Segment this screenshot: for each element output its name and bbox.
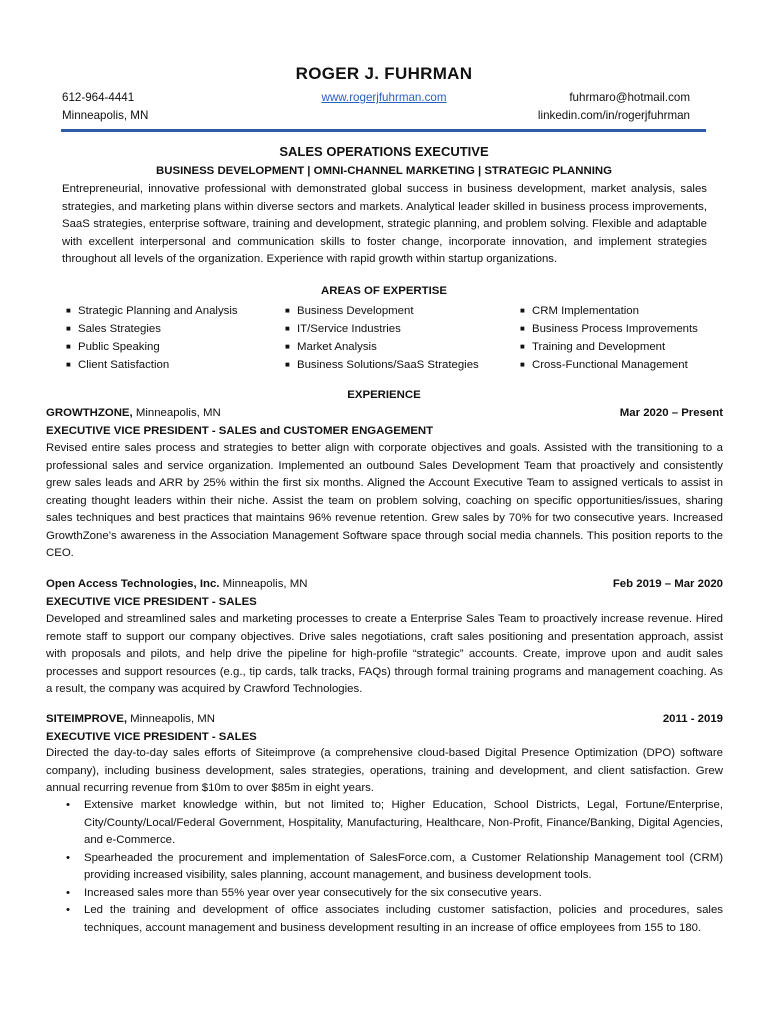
square-bullet-icon: ■ <box>520 342 525 351</box>
square-bullet-icon: ■ <box>285 360 290 369</box>
job-location: Minneapolis, MN <box>127 713 216 725</box>
website-link[interactable]: www.rogerjfuhrman.com <box>321 91 447 104</box>
square-bullet-icon: ■ <box>66 342 71 351</box>
linkedin: linkedin.com/in/rogerjfuhrman <box>537 109 690 122</box>
expertise-item: ■ IT/Service Industries <box>285 320 479 338</box>
expertise-item: ■ Market Analysis <box>285 338 479 356</box>
job-description: Revised entire sales process and strategies to better align with corporate objectives and goals. Assisted with the transitioning to a professional sales and service organization. Implemented an outbound Sales Development Team that proactively and consistently grew sales leads and ARR by 25% within the first six months. Aligned the Account Executive Team to assigned verticals to assist in creating thought leaders within their niche. Assist the team on problem solving, coaching on specific opportunities/issues, sharing sales techniques and best practices that maintains 96% revenue retention. Grew sales by 70% for two consecutive years. Increased GrowthZone’s awareness in the Association Management Software space through social media channels. This position reports to the CEO. <box>46 442 723 559</box>
email: fuhrmaro@hotmail.com <box>569 91 690 104</box>
square-bullet-icon: ■ <box>285 342 290 351</box>
job-header <box>46 710 723 728</box>
list-item: • Led the training and development of office associates including customer satisfaction, policies and procedures, sales techniques, account management and business development resulting in an increase of office employees from 155 to 180. <box>66 902 723 937</box>
expertise-item: ■ CRM Implementation <box>520 302 698 320</box>
job-description: Directed the day-to-day sales efforts of Siteimprove (a comprehensive cloud-based Digital Presence Optimization (DPO) software company), including business development, sales strategies, operations, training and development, and client satisfaction. Grew annual recurring revenue from $10m to over $85m in eight years. <box>46 747 723 794</box>
job-dates: Mar 2020 – Present <box>619 407 723 419</box>
company-name: Open Access Technologies, Inc. <box>46 578 220 590</box>
square-bullet-icon: ■ <box>285 324 290 333</box>
profile-subtitle: BUSINESS DEVELOPMENT | OMNI-CHANNEL MARKETING | STRATEGIC PLANNING <box>156 165 612 177</box>
expertise-item: ■ Sales Strategies <box>66 320 238 338</box>
job-header <box>46 404 723 422</box>
square-bullet-icon: ■ <box>66 324 71 333</box>
job-description: Developed and streamlined sales and marketing processes to create a Enterprise Sales Team to proactively increase revenue. Hired remote staff to support our company objectives. Drive sales negotiations, craft sales positioning and presentation approach, assist with proposals and pilots, and help drive the pipeline for high-profile “strategic” accounts. Create, improve upon and audit sales processes and support resources (e.g., tip cards, talk tracks, FAQs) through formal training programs and management coaching. As a result, the company was acquired by Crawford Technologies. <box>46 613 723 695</box>
expertise-item: ■ Client Satisfaction <box>66 356 238 374</box>
square-bullet-icon: ■ <box>520 360 525 369</box>
experience-heading: EXPERIENCE <box>347 389 421 401</box>
phone-number: 612-964-4441 <box>62 91 135 104</box>
list-item: • Extensive market knowledge within, but not limited to; Higher Education, School Districts, Legal, Fortune/Enterprise, City/County/Local/Federal Government, Hospitality, Manufacturing, Healthcare, Non-Profit, Finance/Banking, Digital Agencies, and e-Commerce. <box>66 797 723 850</box>
square-bullet-icon: ■ <box>66 306 71 315</box>
header-divider <box>61 129 706 132</box>
expertise-item: ■ Public Speaking <box>66 338 238 356</box>
expertise-item: ■ Cross-Functional Management <box>520 356 698 374</box>
job-title: EXECUTIVE VICE PRESIDENT - SALES and CUSTOMER ENGAGEMENT <box>46 425 434 437</box>
square-bullet-icon: ■ <box>520 306 525 315</box>
expertise-item: ■ Business Process Improvements <box>520 320 698 338</box>
job-location: Minneapolis, MN <box>132 407 221 419</box>
expertise-item: ■ Business Development <box>285 302 479 320</box>
job-header <box>46 575 723 593</box>
expertise-column-1 <box>66 302 238 374</box>
square-bullet-icon: ■ <box>520 324 525 333</box>
profile-summary: Entrepreneurial, innovative professional with demonstrated global success in business development, market analysis, sales strategies, and marketing plans within diverse sectors and markets. Analytical leader skilled in business process improvements, SaaS strategies, enterprise software, training and development, strategic planning, and problem solving. Flexible and adaptable with excellent interpersonal and communication skills to foster change, incorporate innovation, and implement strategies throughout all levels of the organization. Experience with rapid growth within startup organizations. <box>62 183 707 265</box>
achievement-list <box>66 797 723 937</box>
square-bullet-icon: ■ <box>285 306 290 315</box>
job-location: Minneapolis, MN <box>219 578 308 590</box>
list-item: • Increased sales more than 55% year over year consecutively for the six consecutive years. <box>66 885 723 903</box>
expertise-item: ■ Business Solutions/SaaS Strategies <box>285 356 479 374</box>
list-item: • Spearheaded the procurement and implementation of SalesForce.com, a Customer Relationship Management tool (CRM) providing increased visibility, sales planning, account management, and business development tools. <box>66 850 723 885</box>
expertise-column-3 <box>520 302 698 374</box>
job-dates: Feb 2019 – Mar 2020 <box>612 578 723 590</box>
company-name: SITEIMPROVE, <box>46 713 128 725</box>
expertise-item: ■ Training and Development <box>520 338 698 356</box>
candidate-name: ROGER J. FUHRMAN <box>295 64 473 83</box>
city: Minneapolis, MN <box>62 109 149 122</box>
expertise-heading: AREAS OF EXPERTISE <box>321 285 447 297</box>
job-title: EXECUTIVE VICE PRESIDENT - SALES <box>46 596 257 608</box>
expertise-column-2 <box>285 302 479 374</box>
square-bullet-icon: ■ <box>66 360 71 369</box>
profile-title: SALES OPERATIONS EXECUTIVE <box>279 144 489 159</box>
company-name: GROWTHZONE, <box>46 407 133 419</box>
job-dates: 2011 - 2019 <box>662 713 723 725</box>
expertise-item: ■ Strategic Planning and Analysis <box>66 302 238 320</box>
job-title: EXECUTIVE VICE PRESIDENT - SALES <box>46 731 257 743</box>
